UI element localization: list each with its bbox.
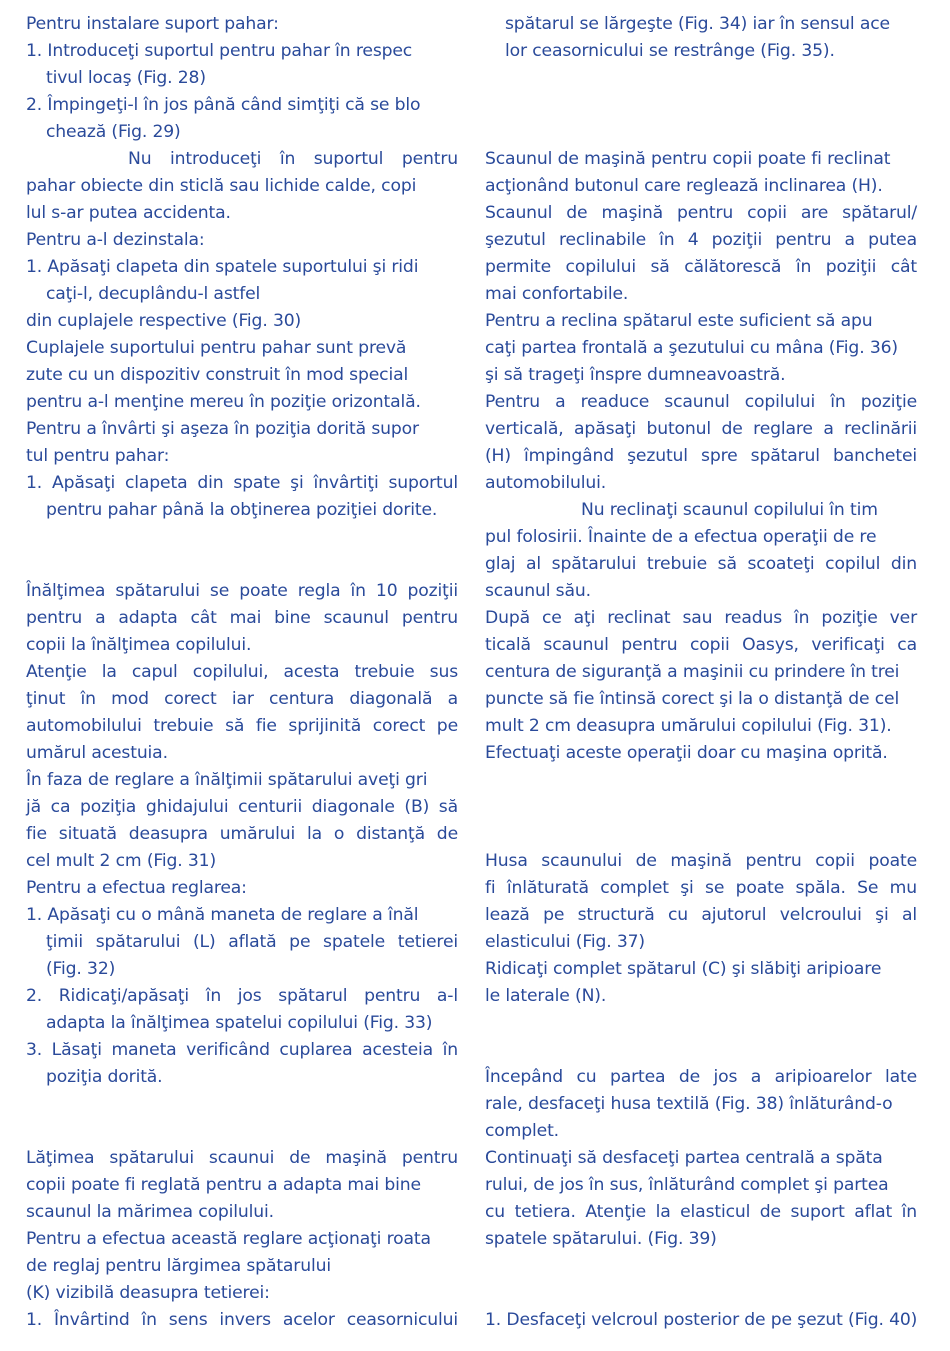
text-line: de reglaj pentru lărgimea spătarului bbox=[26, 1256, 331, 1276]
text-line: Pentru a-l dezinstala: bbox=[26, 230, 205, 250]
text-line: tivul locaş (Fig. 28) bbox=[46, 68, 206, 88]
text-line: Înălţimea spătarului se poate regla în 10 poziţii bbox=[26, 581, 458, 601]
text-line: Scaunul de maşină pentru copii are spătarul/ bbox=[485, 203, 917, 223]
text-line: elasticului (Fig. 37) bbox=[485, 932, 645, 952]
text-line: 2. Ridicaţi/apăsaţi în jos spătarul pentru a-l bbox=[26, 986, 458, 1006]
text-line: automobilului. bbox=[485, 473, 607, 493]
text-line: Pentru instalare suport pahar: bbox=[26, 14, 279, 34]
text-line: adapta la înălţimea spatelui copilului (Fig. 33) bbox=[46, 1013, 433, 1033]
text-line: După ce aţi reclinat sau readus în poziţie ver bbox=[485, 608, 917, 628]
text-line: mai confortabile. bbox=[485, 284, 629, 304]
text-line: Lăţimea spătarului scaunui de maşină pentru bbox=[26, 1148, 458, 1168]
text-line: 1. Desfaceţi velcroul posterior de pe şezut (Fig. 40) bbox=[485, 1310, 918, 1330]
text-line: 1. Apăsaţi cu o mână maneta de reglare a înăl bbox=[26, 905, 419, 925]
text-line: scaunul la mărimea copilului. bbox=[26, 1202, 274, 1222]
text-line: (H) împingând şezutul spre spătarul banchetei bbox=[485, 446, 917, 466]
text-line: Efectuaţi aceste operaţii doar cu maşina oprită. bbox=[485, 743, 888, 763]
text-line: (Fig. 32) bbox=[46, 959, 116, 979]
text-line: Continuaţi să desfaceţi partea centrală a spăta bbox=[485, 1148, 883, 1168]
text-line: le laterale (N). bbox=[485, 986, 607, 1006]
text-line: 3. Lăsaţi maneta verificând cuplarea acesteia în bbox=[26, 1040, 458, 1060]
text-line: Pentru a efectua această reglare acţionaţi roata bbox=[26, 1229, 431, 1249]
text-line: scaunul său. bbox=[485, 581, 591, 601]
text-line: 1. Apăsaţi clapeta din spate şi învârtiţi suportul bbox=[26, 473, 458, 493]
text-line: copii poate fi reglată pentru a adapta mai bine bbox=[26, 1175, 421, 1195]
text-line: Husa scaunului de maşină pentru copii poate bbox=[485, 851, 917, 871]
text-line: glaj al spătarului trebuie să scoateţi copilul din bbox=[485, 554, 917, 574]
text-line: ticală scaunul pentru copii Oasys, verificaţi ca bbox=[485, 635, 917, 655]
text-line: Ridicaţi complet spătarul (C) şi slăbiţi aripioare bbox=[485, 959, 882, 979]
text-line: În faza de reglare a înălţimii spătarului aveţi gri bbox=[26, 770, 428, 790]
text-line: 1. Introduceţi suportul pentru pahar în respec bbox=[26, 41, 413, 61]
text-line: lor ceasornicului se restrânge (Fig. 35). bbox=[505, 41, 835, 61]
text-line: spatele spătarului. (Fig. 39) bbox=[485, 1229, 717, 1249]
text-line: lul s-ar putea accidenta. bbox=[26, 203, 231, 223]
text-line: poziţia dorită. bbox=[46, 1067, 163, 1087]
text-line: copii la înălţimea copilului. bbox=[26, 635, 252, 655]
text-line: 1. Apăsaţi clapeta din spatele suportului şi ridi bbox=[26, 257, 419, 277]
text-line: 2. Împingeţi-l în jos până când simţiţi că se blo bbox=[26, 95, 421, 115]
text-line: Scaunul de maşină pentru copii poate fi reclinat bbox=[485, 149, 891, 169]
text-line: fi înlăturată complet şi se poate spăla. Se mu bbox=[485, 878, 917, 898]
text-line: cel mult 2 cm (Fig. 31) bbox=[26, 851, 217, 871]
text-line: zute cu un dispozitiv construit în mod special bbox=[26, 365, 409, 385]
text-line: Pentru a învârti şi aşeza în poziţia dorită supor bbox=[26, 419, 419, 439]
text-line: fie situată deasupra umărului la o distanţă de bbox=[26, 824, 458, 844]
text-line: chează (Fig. 29) bbox=[46, 122, 181, 142]
text-line: automobilului trebuie să fie sprijinită corect pe bbox=[26, 716, 458, 736]
text-line: 1. Învârtind în sens invers acelor ceasornicului bbox=[26, 1310, 458, 1330]
text-line: centura de siguranţă a maşinii cu prindere în trei bbox=[485, 662, 900, 682]
text-line: pahar obiecte din sticlă sau lichide calde, copi bbox=[26, 176, 417, 196]
text-line: şezutul reclinabile în 4 poziţii pentru a putea bbox=[485, 230, 917, 250]
text-line: permite copilului să călătorescă în poziţii cât bbox=[485, 257, 917, 277]
text-line: pentru a-l menţine mereu în poziţie orizontală. bbox=[26, 392, 421, 412]
text-line: Pentru a efectua reglarea: bbox=[26, 878, 247, 898]
text-line: (K) vizibilă deasupra tetierei: bbox=[26, 1283, 270, 1303]
text-line: jă ca poziţia ghidajului centurii diagonale (B) să bbox=[26, 797, 458, 817]
text-line: Pentru a readuce scaunul copilului în poziţie bbox=[485, 392, 917, 412]
text-line: verticală, apăsaţi butonul de reglare a reclinării bbox=[485, 419, 917, 439]
text-line: complet. bbox=[485, 1121, 559, 1141]
text-line: din cuplajele respective (Fig. 30) bbox=[26, 311, 302, 331]
text-line: Nu introduceţi în suportul pentru bbox=[128, 149, 458, 169]
text-line: cu tetiera. Atenţie la elasticul de suport aflat în bbox=[485, 1202, 917, 1222]
text-line: lează pe structură cu ajutorul velcroului şi al bbox=[485, 905, 917, 925]
text-line: ţimii spătarului (L) aflată pe spatele tetierei bbox=[46, 932, 458, 952]
text-line: Nu reclinaţi scaunul copilului în tim bbox=[581, 500, 878, 520]
text-line: pentru pahar până la obţinerea poziţiei dorite. bbox=[46, 500, 438, 520]
text-line: caţi partea frontală a şezutului cu mâna (Fig. 36) bbox=[485, 338, 898, 358]
text-line: rului, de jos în sus, înlăturând complet şi partea bbox=[485, 1175, 889, 1195]
text-line: Pentru a reclina spătarul este suficient să apu bbox=[485, 311, 873, 331]
text-line: pul folosirii. Înainte de a efectua operaţii de re bbox=[485, 527, 877, 547]
text-line: Începând cu partea de jos a aripioarelor late bbox=[485, 1067, 917, 1087]
text-line: caţi-l, decuplându-l astfel bbox=[46, 284, 261, 304]
text-line: Atenţie la capul copilului, acesta trebuie sus bbox=[26, 662, 458, 682]
text-line: mult 2 cm deasupra umărului copilului (Fig. 31). bbox=[485, 716, 892, 736]
text-line: şi să trageţi înspre dumneavoastră. bbox=[485, 365, 786, 385]
text-line: umărul acestuia. bbox=[26, 743, 168, 763]
text-line: acţionând butonul care reglează inclinarea (H). bbox=[485, 176, 883, 196]
text-line: Cuplajele suportului pentru pahar sunt prevă bbox=[26, 338, 407, 358]
text-line: rale, desfaceţi husa textilă (Fig. 38) înlăturând-o bbox=[485, 1094, 893, 1114]
text-line: pentru a adapta cât mai bine scaunul pentru bbox=[26, 608, 458, 628]
text-line: ţinut în mod corect iar centura diagonală a bbox=[26, 689, 458, 709]
text-line: puncte să fie întinsă corect şi la o distanţă de cel bbox=[485, 689, 900, 709]
text-line: tul pentru pahar: bbox=[26, 446, 170, 466]
text-line: spătarul se lărgeşte (Fig. 34) iar în sensul ace bbox=[505, 14, 890, 34]
